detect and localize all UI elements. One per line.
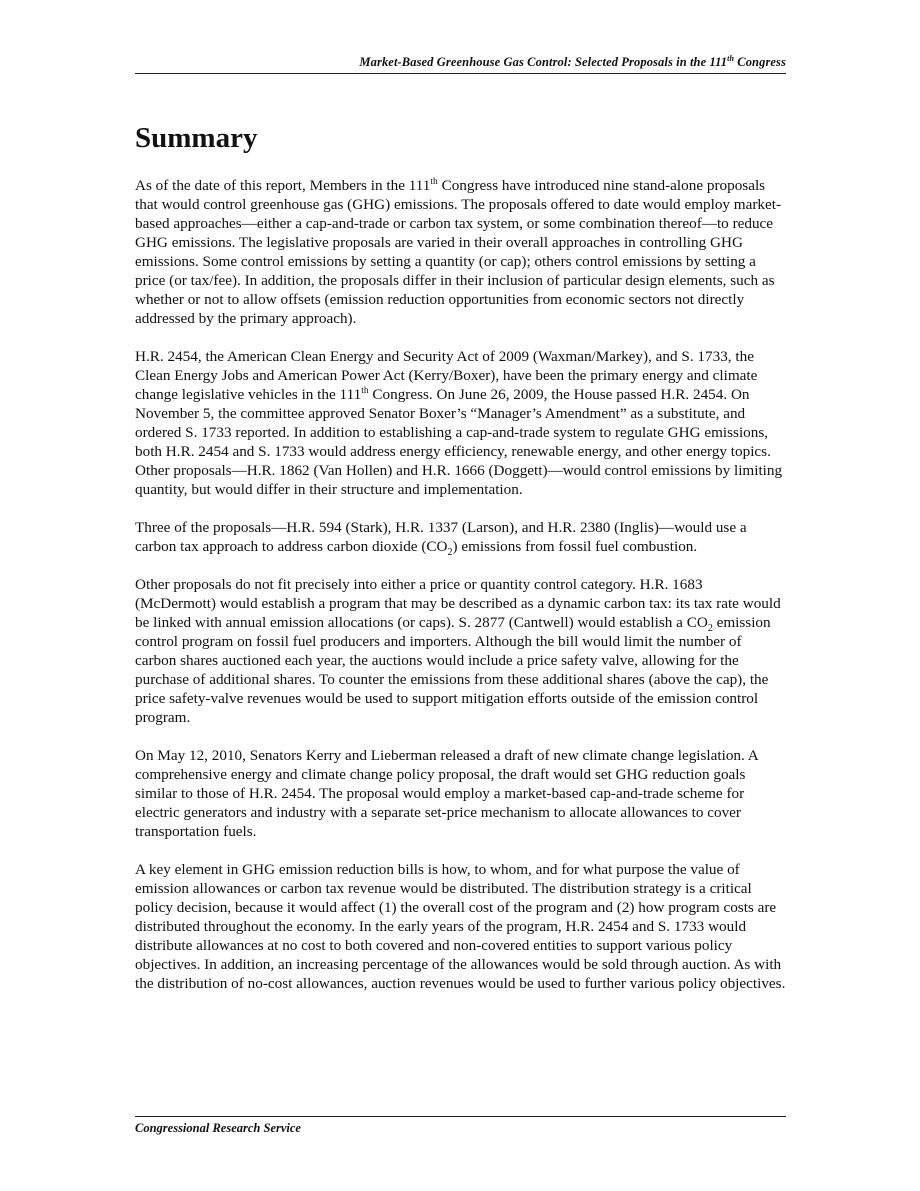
paragraph-text: Congress. On June 26, 2009, the House passed H.R. 2454. On November 5, the committee approved Senator Boxer’s “Manager’s Amendment” as a substitute, and ordered S. 1733 reported. In addition to establishing a cap-and-trade system to regulate GHG emissions, both H.R. 2454 and S. 1733 would address energy efficiency, renewable energy, and other energy topics. Other proposals—H.R. 1862 (Van Hollen) and H.R. 1666 (Doggett)—would control emissions by limiting quantity, but would differ in their structure and implementation.: [135, 386, 783, 498]
paragraph-text: H.R. 2454, the American Clean Energy and Security Act of 2009 (Waxman/Markey), and S. 1733, the Clean Energy Jobs and American Power Act (Kerry/Boxer), have been the primary energy and climate change legislative vehicles in the 111: [135, 348, 758, 403]
paragraph-text: A key element in GHG emission reduction bills is how, to whom, and for what purpose the value of emission allowances or carbon tax revenue would be distributed. The distribution strategy is a critical policy decision, because it would affect (1) the overall cost of the program and (2) how program costs are distributed throughout the economy. In the early years of the program, H.R. 2454 and S. 1733 would distribute allowances at no cost to both covered and non-covered entities to support various policy objectives. In addition, an increasing percentage of the allowances would be sold through auction. As with the distribution of no-cost allowances, auction revenues would be used to further various policy objectives.: [135, 861, 786, 992]
paragraph-text: As of the date of this report, Members in the 111: [135, 177, 431, 194]
paragraph-distribution: [135, 860, 786, 993]
subscript-2: 2: [447, 547, 453, 559]
running-header-text-end: Congress: [734, 55, 786, 69]
page-title: Summary: [135, 122, 258, 154]
running-footer: Congressional Research Service: [135, 1116, 786, 1136]
running-header-sup: th: [727, 53, 735, 63]
paragraph-text: Other proposals do not fit precisely into either a price or quantity control category. H.R. 1683 (McDermott) would establish a program that may be described as a dynamic carbon tax: its tax rate would be linked with annual emission allocations (or caps). S. 2877 (Cantwell) would establish a CO: [135, 576, 781, 631]
summary-body: [135, 176, 786, 1012]
paragraph-intro: [135, 176, 786, 328]
paragraph-carbon-tax: [135, 518, 786, 559]
subscript-2: 2: [707, 623, 713, 635]
running-header-text: Market-Based Greenhouse Gas Control: Selected Proposals in the 111: [359, 55, 728, 69]
paragraph-text: ) emissions from fossil fuel combustion.: [452, 538, 698, 555]
paragraph-text: Congress have introduced nine stand-alone proposals that would control greenhouse gas (GHG) emissions. The proposals offered to date would employ market-based approaches—either a cap-and-trade or carbon tax system, or some combination thereof—to reduce GHG emissions. The legislative proposals are varied in their overall approaches in controlling GHG emissions. Some control emissions by setting a quantity (or cap); others control emissions by setting a price (or tax/fee). In addition, the proposals differ in their inclusion of particular design elements, such as whether or not to allow offsets (emission reduction opportunities from economic sectors not directly addressed by the primary approach).: [135, 177, 782, 327]
paragraph-text: On May 12, 2010, Senators Kerry and Lieberman released a draft of new climate change legislation. A comprehensive energy and climate change policy proposal, the draft would set GHG reduction goals similar to those of H.R. 2454. The proposal would employ a market-based cap-and-trade scheme for electric generators and industry with a separate set-price mechanism to allocate allowances to cover transportation fuels.: [135, 747, 758, 840]
paragraph-kerry-lieberman: [135, 746, 786, 841]
paragraph-text: Three of the proposals—H.R. 594 (Stark), H.R. 1337 (Larson), and H.R. 2380 (Inglis)—would use a carbon tax approach to address carbon dioxide (CO: [135, 519, 747, 555]
paragraph-primary-vehicles: [135, 347, 786, 499]
running-header: [135, 55, 786, 74]
paragraph-text: emission control program on fossil fuel producers and importers. Although the bill would limit the number of carbon shares auctioned each year, the auctions would include a price safety valve, allowing for the purchase of additional shares. To counter the emissions from these additional shares (above the cap), the price safety-valve revenues would be used to support mitigation efforts outside of the emission control program.: [135, 614, 771, 726]
ordinal-sup: th: [361, 385, 369, 396]
ordinal-sup: th: [430, 176, 438, 187]
paragraph-other-proposals: [135, 575, 786, 727]
